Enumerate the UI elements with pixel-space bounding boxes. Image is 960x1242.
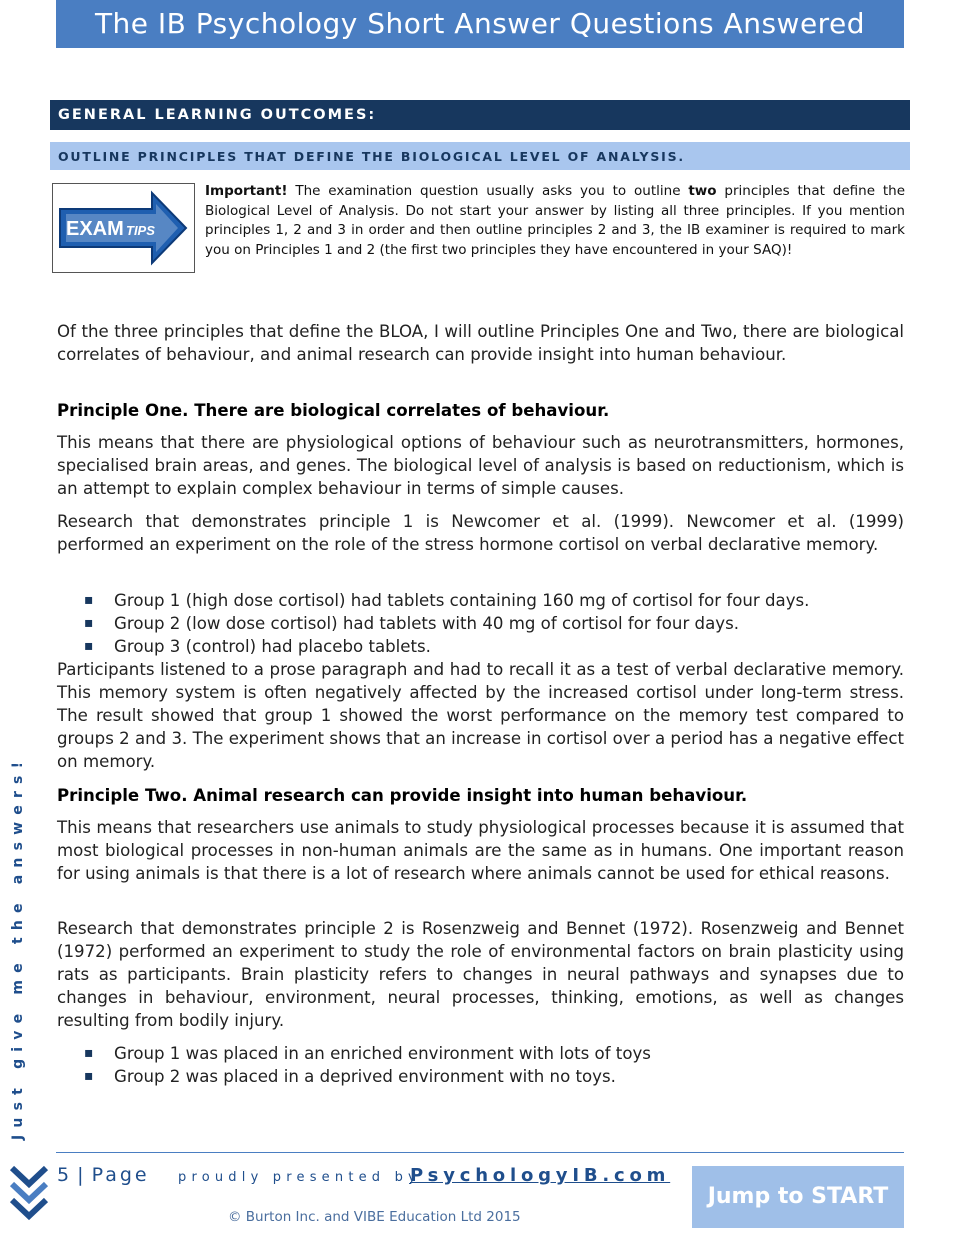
tips-label: TIPS [126, 223, 155, 238]
principle-one-paragraph-3: Participants listened to a prose paragraph and had to recall it as a test of verbal declarative memory. This memory system is often negatively affected by the increased cortisol under long-term stress. The result showed that group 1 showed the worst performance on the memory test compared to groups 2 and 3. The experiment shows that an increase in cortisol over a period has a negative effect on memory. [57, 660, 904, 771]
important-label: Important! [205, 183, 288, 199]
copyright-text: © Burton Inc. and VIBE Education Ltd 2015 [228, 1209, 521, 1225]
principle-one-heading: Principle One. There are biological correlates of behaviour. [57, 401, 610, 420]
principle-one-paragraph-1: This means that there are physiological options of behaviour such as neurotransmitters, hormones, specialised brain areas, and genes. The biological level of analysis is based on reductionism, which is an attempt to explain complex behaviour in terms of simple causes. [57, 433, 904, 498]
intro-paragraph: Of the three principles that define the BLOA, I will outline Principles One and Two, there are biological correlates of behaviour, and animal research can provide insight into human behaviour. [57, 322, 904, 364]
principle-one-paragraph-2: Research that demonstrates principle 1 is Newcomer et al. (1999). Newcomer et al. (1999) performed an experiment on the role of the stress hormone cortisol on verbal declarative memory. [57, 512, 904, 554]
psychologyib-link[interactable]: PsychologyIB.com [410, 1165, 671, 1186]
page-number: 5 | Page [57, 1164, 150, 1186]
list-item: ▪ Group 1 was placed in an enriched environment with lots of toys [84, 1042, 904, 1065]
principle-two-paragraph-2: Research that demonstrates principle 2 is Rosenzweig and Bennet (1972). Rosenzweig and Bennet (1972) performed an experiment to study the role of environmental factors on brain plasticity using rats as participants. Brain plasticity refers to changes in neural pathways and synapses due to changes in behaviour, environment, neural processes, thinking, emotions, as well as changes resulting from bodily injury. [57, 919, 904, 1030]
section-title: GENERAL LEARNING OUTCOMES: [50, 100, 910, 130]
list-item: ▪ Group 1 (high dose cortisol) had tablets containing 160 mg of cortisol for four days. [84, 589, 904, 612]
vertical-tagline: Just give me the answers! [10, 754, 26, 1140]
presented-by-text: proudly presented by [178, 1170, 421, 1185]
list-item: ▪ Group 2 was placed in a deprived environment with no toys. [84, 1065, 904, 1088]
principle-two-heading: Principle Two. Animal research can provide insight into human behaviour. [57, 786, 748, 805]
jump-to-start-button[interactable]: Jump to START [692, 1166, 904, 1228]
list-item: ▪ Group 3 (control) had placebo tablets. [84, 635, 904, 658]
exam-tips-arrow-icon [52, 183, 195, 273]
list-item: ▪ Group 2 (low dose cortisol) had tablets with 40 mg of cortisol for four days. [84, 612, 904, 635]
exam-label: EXAM [66, 218, 124, 240]
section-subtitle: OUTLINE PRINCIPLES THAT DEFINE THE BIOLOGICAL LEVEL OF ANALYSIS. [50, 142, 910, 170]
principle-two-groups-list [84, 1042, 904, 1088]
footer-divider [56, 1152, 904, 1153]
principle-two-paragraph-1: This means that researchers use animals to study physiological processes because it is assumed that most biological processes in non-human animals are the same as in humans. One important reason for using animals is that there is a lot of research where animals cannot be used for ethical reasons. [57, 818, 904, 883]
page-header-title: The IB Psychology Short Answer Questions Answered [56, 0, 904, 48]
exam-tip-paragraph: Important! The examination question usually asks you to outline two principles that define the Biological Level of Analysis. Do not start your answer by listing all three principles. If you mention principles 1, 2 and 3 in order and then outline principles 2 and 3, the IB examiner is required to mark you on Principles 1 and 2 (the first two principles they have encountered in your SAQ)! [205, 183, 905, 258]
principle-one-groups-list [84, 589, 904, 658]
exam-tips-badge [52, 183, 195, 273]
double-chevron-down-icon [8, 1162, 50, 1234]
